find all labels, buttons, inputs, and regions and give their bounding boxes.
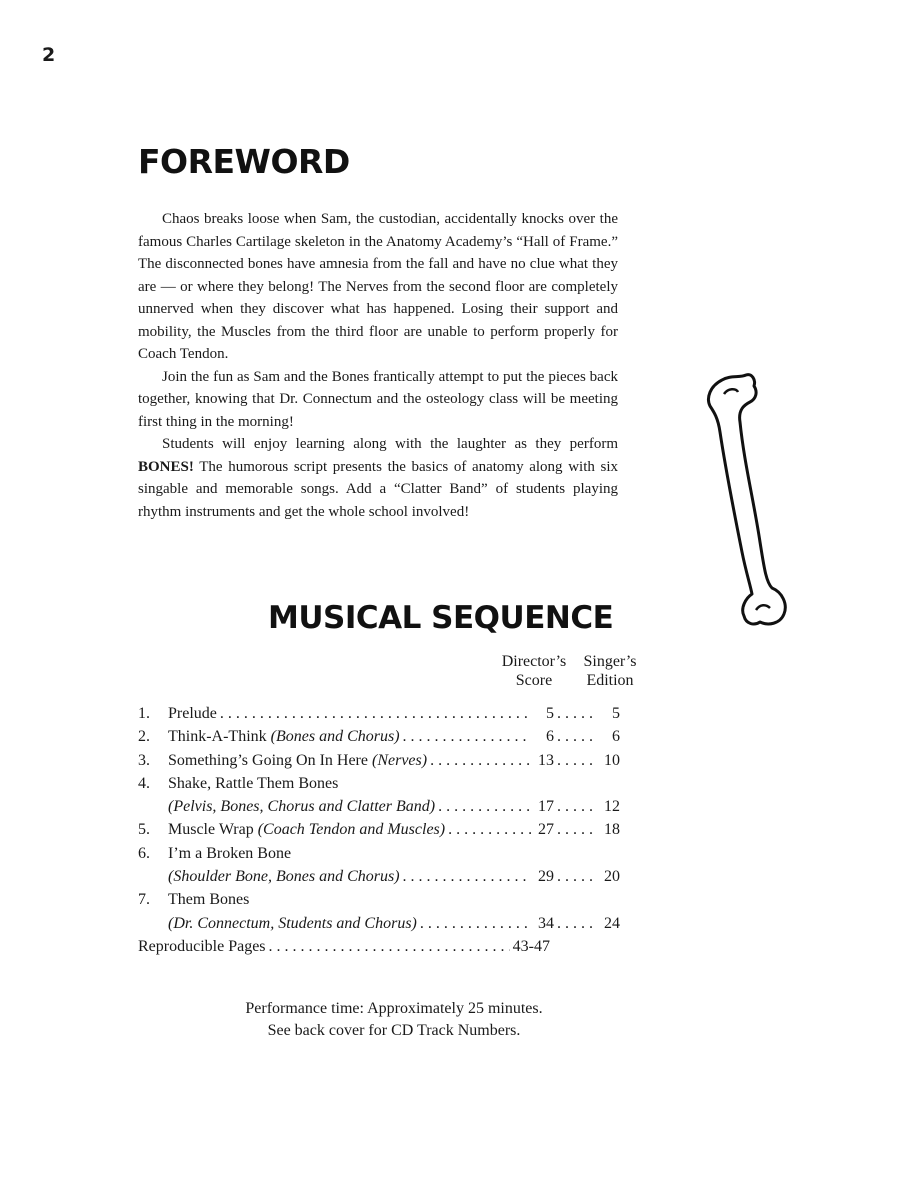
foreword-paragraph-2: Join the fun as Sam and the Bones frantically attempt to put the pieces back together, knowing that Dr. Connectum and the osteology class will be meeting first thing in the morning! (138, 368, 618, 430)
leader-dots (557, 818, 597, 841)
leader-dots (438, 795, 531, 818)
leader-dots (220, 702, 531, 725)
singers-page: 12 (604, 798, 620, 816)
song-performers: (Shoulder Bone, Bones and Chorus) (168, 868, 400, 886)
reproducible-pages-range: 43-47 (512, 937, 550, 955)
song-performers: (Dr. Connectum, Students and Chorus) (168, 914, 417, 932)
leader-dots (403, 725, 531, 748)
song-title: Prelude (168, 705, 217, 722)
sequence-row (138, 795, 620, 818)
sequence-number: 4. (138, 774, 150, 792)
sequence-row (138, 912, 620, 935)
directors-page: 6 (546, 728, 554, 746)
directors-header-line2: Score (515, 672, 553, 689)
song-performers: (Pelvis, Bones, Chorus and Clatter Band) (168, 798, 436, 816)
sequence-row (138, 749, 620, 772)
performance-time: Performance time: Approximately 25 minutes. (245, 1000, 543, 1017)
directors-page: 29 (538, 868, 554, 886)
leader-dots (557, 795, 597, 818)
foreword-paragraph-3 (138, 433, 618, 523)
foreword-p3-bold: BONES! (138, 458, 194, 475)
foreword-p3-pre: Students will enjoy learning along with the laughter as they perform (162, 436, 618, 452)
sequence-number: 2. (138, 728, 150, 746)
sequence-row (138, 702, 620, 725)
sequence-number: 5. (138, 821, 150, 839)
sequence-row (138, 888, 620, 911)
directors-score-header (494, 652, 574, 690)
musical-sequence-title: MUSICAL SEQUENCE (268, 600, 614, 636)
foreword-p3-post: The humorous script presents the basics of anatomy along with six singable and memorable songs. Add a “Clatter Band” of students playing rhythm instruments and get the whole school involved! (138, 458, 618, 520)
leader-dots (403, 865, 531, 888)
leader-dots (557, 725, 597, 748)
leader-dots (557, 865, 597, 888)
leader-dots (430, 749, 531, 772)
footer-note (0, 998, 788, 1042)
directors-page: 34 (538, 914, 554, 932)
singers-page: 10 (604, 751, 620, 769)
sequence-row (138, 772, 620, 795)
singers-page: 6 (612, 728, 620, 746)
leader-dots (420, 912, 531, 935)
page-number: 2 (42, 44, 56, 66)
sequence-number: 3. (138, 751, 150, 769)
singers-header-line2: Edition (586, 672, 634, 689)
leader-dots (557, 912, 597, 935)
leader-dots (557, 749, 597, 772)
directors-page: 27 (538, 821, 554, 839)
foreword-title: FOREWORD (138, 142, 350, 181)
sequence-number: 1. (138, 705, 150, 722)
directors-header-line1: Director’s (501, 653, 567, 670)
singers-page: 5 (612, 705, 620, 722)
song-title: Think-A-Think (168, 728, 267, 746)
sequence-row (138, 818, 620, 841)
song-title: Something’s Going On In Here (168, 751, 368, 769)
sequence-number: 7. (138, 891, 150, 909)
song-performers: (Coach Tendon and Muscles) (257, 821, 446, 839)
directors-page: 13 (538, 751, 554, 769)
song-title: Them Bones (168, 891, 250, 909)
reproducible-pages-title: Reproducible Pages (138, 937, 266, 955)
song-title: Muscle Wrap (168, 821, 254, 839)
foreword-paragraph-1: Chaos breaks loose when Sam, the custodian, accidentally knocks over the famous Charles Cartilage skeleton in the Anatomy Academy’s “Hall of Frame.” The disconnected bones have amnesia from the fall and have no clue what they are — or where they belong! The Nerves from the second floor are completely unnerved when they discover what has happened. Losing their support and mobility, the Muscles from the third floor are unable to perform properly for Coach Tendon. (138, 211, 618, 362)
singers-page: 20 (604, 868, 620, 886)
singers-edition-header (578, 652, 642, 690)
song-performers: (Nerves) (371, 751, 428, 769)
song-performers: (Bones and Chorus) (270, 728, 400, 746)
sequence-number: 6. (138, 844, 150, 862)
leader-dots (269, 935, 510, 958)
foreword-body (138, 208, 618, 523)
sequence-row (138, 865, 620, 888)
cd-track-note: See back cover for CD Track Numbers. (267, 1022, 521, 1039)
leader-dots (448, 818, 531, 841)
musical-sequence-list (138, 702, 620, 958)
song-title: I’m a Broken Bone (168, 844, 292, 862)
singers-page: 24 (604, 914, 620, 932)
song-title: Shake, Rattle Them Bones (168, 774, 339, 792)
singers-page: 18 (604, 821, 620, 839)
leader-dots (557, 702, 597, 725)
directors-page: 5 (546, 705, 554, 722)
singers-header-line1: Singer’s (583, 653, 637, 670)
reproducible-pages-row (138, 935, 620, 958)
directors-page: 17 (538, 798, 554, 816)
sequence-row (138, 725, 620, 748)
femur-bone-icon (700, 372, 795, 632)
sequence-row (138, 842, 620, 865)
